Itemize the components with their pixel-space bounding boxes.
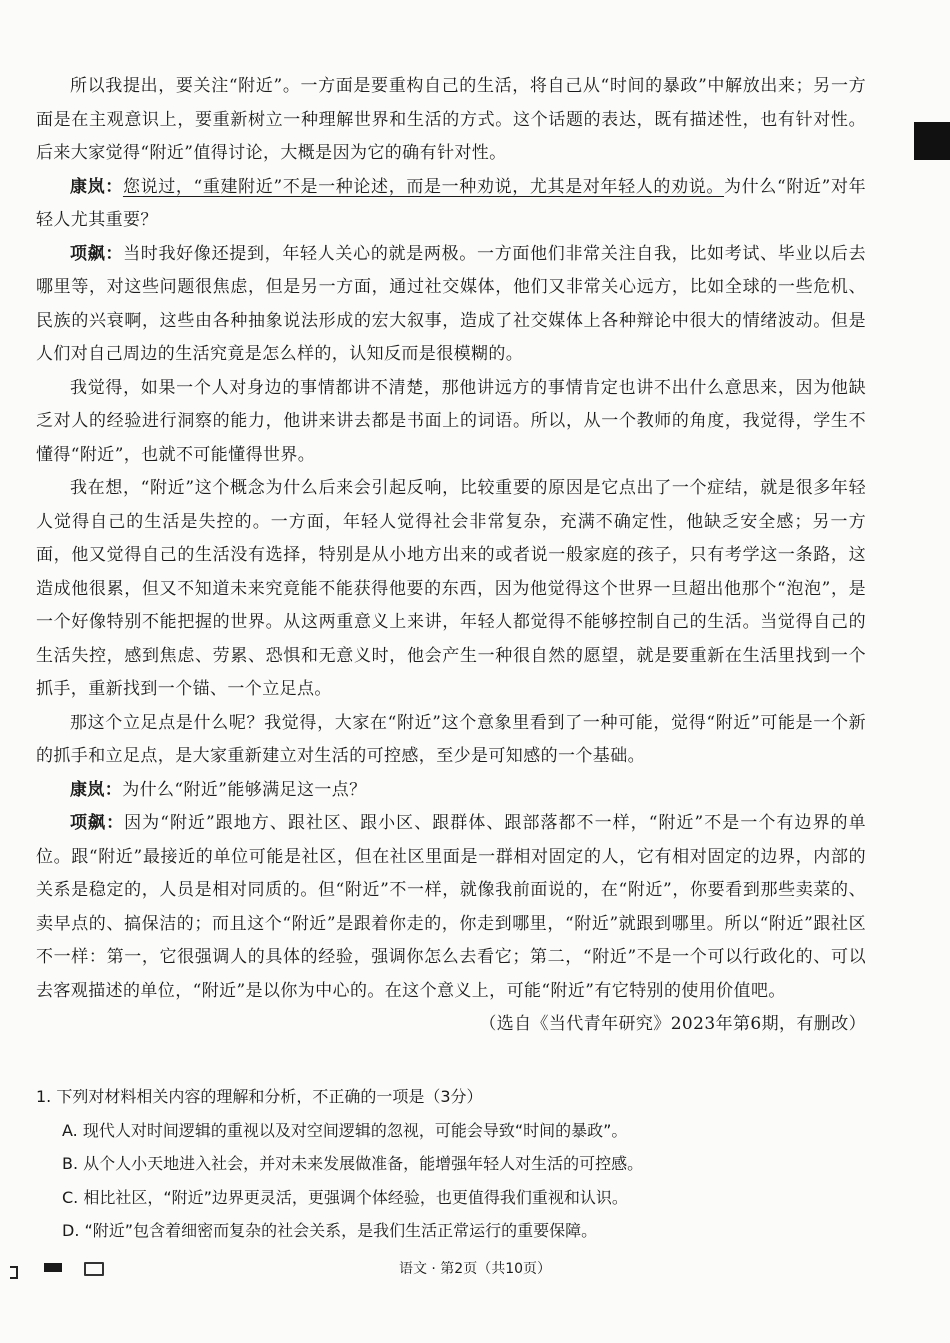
speaker-label: 康岚： <box>70 176 123 197</box>
option-c: C. 相比社区，“附近”边界更灵活，更强调个体经验，也更值得我们重视和认识。 <box>62 1187 628 1207</box>
paragraph-2 <box>36 171 866 238</box>
question-stem: 1. 下列对材料相关内容的理解和分析，不正确的一项是（3分） <box>36 1087 483 1106</box>
paragraph-text: 所以我提出，要关注“附近”。一方面是要重构自己的生活，将自己从“时间的暴政”中解放出来；另一方面是在主观意识上，要重新树立一种理解世界和生活的方式。这个话题的表达，既有描述性，也有针对性。后来大家觉得“附近”值得讨论，大概是因为它的确有针对性。 <box>36 76 866 163</box>
paragraph-text: 为什么“附近”对年轻人尤其重要？ <box>36 176 866 230</box>
question-1 <box>36 1080 876 1248</box>
paragraph-5 <box>36 472 866 707</box>
paragraph-text: 我在想，“附近”这个概念为什么后来会引起反响，比较重要的原因是它点出了一个症结，就是很多年轻人觉得自己的生活是失控的。一方面，年轻人觉得社会非常复杂，充满不确定性，他缺乏安全感；另一方面，他又觉得自己的生活没有选择，特别是从小地方出来的或者说一般家庭的孩子，只有考学这一条路，这造成他很累，但又不知道未来究竟能不能获得他要的东西，因为他觉得这个世界一旦超出他那个“泡泡”，是一个好像特别不能把握的世界。从这两重意义上来讲，年轻人都觉得不能够控制自己的生活。当觉得自己的生活失控，感到焦虑、劳累、恐惧和无意义时，他会产生一种很自然的愿望，就是要重新在生活里找到一个抓手，重新找到一个锚、一个立足点。 <box>36 478 866 699</box>
paragraph-4 <box>36 372 866 473</box>
option-b: B. 从个人小天地进入社会，并对未来发展做准备，能增强年轻人对生活的可控感。 <box>62 1154 644 1173</box>
page-footer <box>0 1258 950 1280</box>
paragraph-6 <box>36 707 866 774</box>
paragraph-8 <box>36 807 866 1008</box>
speaker-label: 项飙： <box>70 243 124 264</box>
paragraph-text: 那这个立足点是什么呢？我觉得，大家在“附近”这个意象里看到了一种可能，觉得“附近”可能是一个新的抓手和立足点，是大家重新建立对生活的可控感，至少是可知感的一个基础。 <box>36 712 866 766</box>
page-edge-tab <box>914 122 950 160</box>
paragraph-text: 当时我好像还提到，年轻人关心的就是两极。一方面他们非常关注自我，比如考试、毕业以后去哪里等，对这些问题很焦虑，但是另一方面，通过社交媒体，他们又非常关心远方，比如全球的一些危机、民族的兴衰啊，这些由各种抽象说法形成的宏大叙事，造成了社交媒体上各种辩论中很大的情绪波动。但是人们对自己周边的生活究竟是怎么样的，认知反而是很模糊的。 <box>36 243 866 364</box>
article-body <box>36 70 866 1042</box>
speaker-label: 康岚： <box>70 779 123 800</box>
paragraph-1 <box>36 70 866 171</box>
paragraph-3 <box>36 238 866 372</box>
page-number: 语文 · 第2页（共10页） <box>398 1261 552 1277</box>
option-d: D. “附近”包含着细密而复杂的社会关系，是我们生活正常运行的重要保障。 <box>62 1221 598 1240</box>
paragraph-text: 我觉得，如果一个人对身边的事情都讲不清楚，那他讲远方的事情肯定也讲不出什么意思来，因为他缺乏对人的经验进行洞察的能力，他讲来讲去都是书面上的词语。所以，从一个教师的角度，我觉得，学生不懂得“附近”，也就不可能懂得世界。 <box>36 377 866 465</box>
paragraph-text: 因为“附近”跟地方、跟社区、跟小区、跟群体、跟部落都不一样，“附近”不是一个有边界的单位。跟“附近”最接近的单位可能是社区，但在社区里面是一群相对固定的人，它有相对固定的边界，内部的关系是稳定的，人员是相对同质的。但“附近”不一样，就像我前面说的，在“附近”，你要看到那些卖菜的、卖早点的、搞保洁的；而且这个“附近”是跟着你走的，你走到哪里，“附近”就跟到哪里。所以“附近”跟社区不一样：第一，它很强调人的具体的经验，强调你怎么去看它；第二，“附近”不是一个可以行政化的、可以去客观描述的单位，“附近”是以你为中心的。在这个意义上，可能“附近”有它特别的使用价值吧。 <box>36 813 866 1001</box>
speaker-label: 项飙： <box>70 813 125 833</box>
source-citation: （选自《当代青年研究》2023年第6期，有删改） <box>479 1014 866 1034</box>
underlined-quote: 您说过，“重建附近”不是一种论述，而是一种劝说，尤其是对年轻人的劝说。 <box>122 176 725 197</box>
paragraph-text: 为什么“附近”能够满足这一点？ <box>122 779 367 800</box>
option-a: A. 现代人对时间逻辑的重视以及对空间逻辑的忽视，可能会导致“时间的暴政”。 <box>62 1120 628 1140</box>
paragraph-7 <box>36 774 866 808</box>
